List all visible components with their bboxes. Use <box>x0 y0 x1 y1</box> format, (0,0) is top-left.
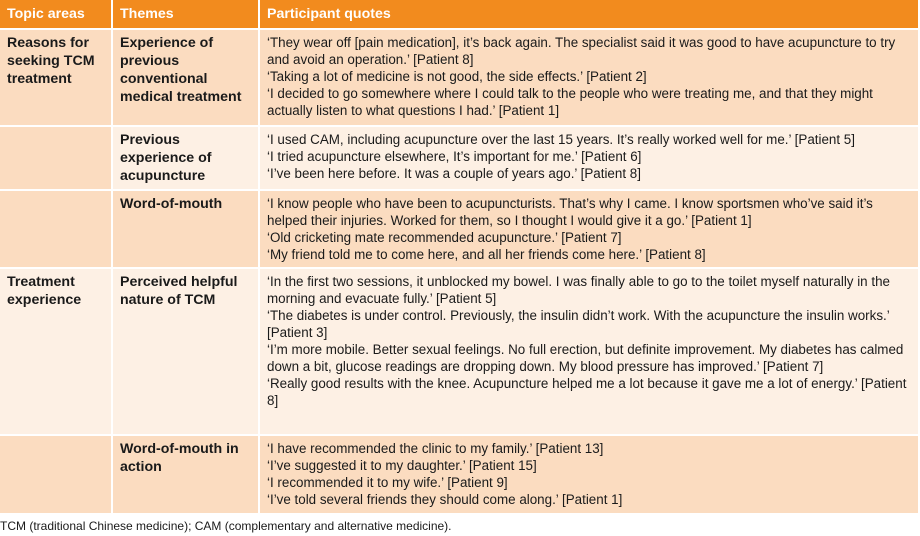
quote: ‘I recommended it to my wife.’ [Patient 9] <box>267 475 508 490</box>
topic-cell <box>0 126 112 190</box>
theme-cell: Perceived helpful nature of TCM <box>112 268 259 435</box>
quote: ‘I decided to go somewhere where I could talk to the people who were treating me, and that they might actually listen to what questions I had.’ [Patient 1] <box>267 86 873 118</box>
topic-cell <box>0 435 112 513</box>
quotes-cell <box>259 190 918 268</box>
theme-cell: Previous experience of acupuncture <box>112 126 259 190</box>
table-header <box>0 0 918 29</box>
quote: ‘I’ve been here before. It was a couple of years ago.’ [Patient 8] <box>267 166 641 181</box>
topic-cell: Treatment experience <box>0 268 112 435</box>
header-participant-quotes: Participant quotes <box>259 0 918 29</box>
theme-cell: Experience of previous conventional medical treatment <box>112 29 259 126</box>
quote: ‘I used CAM, including acupuncture over the last 15 years. It’s really worked well for me.’ [Patient 5] <box>267 132 855 147</box>
quotes-cell <box>259 29 918 126</box>
theme-cell: Word-of-mouth in action <box>112 435 259 513</box>
quote: ‘Really good results with the knee. Acupuncture helped me a lot because it gave me a lot of energy.’ [Patient 8] <box>267 376 907 408</box>
quote: ‘I have recommended the clinic to my family.’ [Patient 13] <box>267 441 604 456</box>
table-footnote: TCM (traditional Chinese medicine); CAM (complementary and alternative medicine). <box>0 519 452 533</box>
table-row <box>0 190 918 268</box>
table-row <box>0 435 918 513</box>
header-row <box>0 0 918 29</box>
quote: ‘I’ve suggested it to my daughter.’ [Patient 15] <box>267 458 537 473</box>
quote: ‘I’ve told several friends they should come along.’ [Patient 1] <box>267 492 623 507</box>
quote: ‘My friend told me to come here, and all her friends come here.’ [Patient 8] <box>267 247 706 262</box>
table-row <box>0 126 918 190</box>
theme-cell: Word-of-mouth <box>112 190 259 268</box>
topic-cell <box>0 190 112 268</box>
quotes-cell <box>259 435 918 513</box>
quote: ‘Old cricketing mate recommended acupuncture.’ [Patient 7] <box>267 230 622 245</box>
header-topic-areas: Topic areas <box>0 0 112 29</box>
header-themes: Themes <box>112 0 259 29</box>
quotes-cell <box>259 268 918 435</box>
table-body <box>0 29 918 513</box>
table-row <box>0 268 918 435</box>
quotes-cell <box>259 126 918 190</box>
quote: ‘The diabetes is under control. Previously, the insulin didn’t work. With the acupuncture the insulin works.’ [Patient 3] <box>267 308 890 340</box>
quote: ‘Taking a lot of medicine is not good, the side effects.’ [Patient 2] <box>267 69 647 84</box>
quote: ‘I know people who have been to acupuncturists. That’s why I came. I know sportsmen who’ve said it’s helped their injuries. Worked for them, so I thought I would give it a go.’ [Patient 1] <box>267 196 873 228</box>
table-row <box>0 29 918 126</box>
quote: ‘I’m more mobile. Better sexual feelings. No full erection, but definite improvement. My diabetes has calmed down a bit, glucose readings are dropping down. My blood pressure has improved.’ [Patient 7] <box>267 342 904 374</box>
quote: ‘I tried acupuncture elsewhere, It’s important for me.’ [Patient 6] <box>267 149 642 164</box>
quote: ‘They wear off [pain medication], it’s back again. The specialist said it was good to have acupuncture to try and avoid an operation.’ [Patient 8] <box>267 35 896 67</box>
quote: ‘In the first two sessions, it unblocked my bowel. I was finally able to go to the toilet myself naturally in the morning and evacuate fully.’ [Patient 5] <box>267 274 890 306</box>
topic-cell: Reasons for seeking TCM treatment <box>0 29 112 126</box>
